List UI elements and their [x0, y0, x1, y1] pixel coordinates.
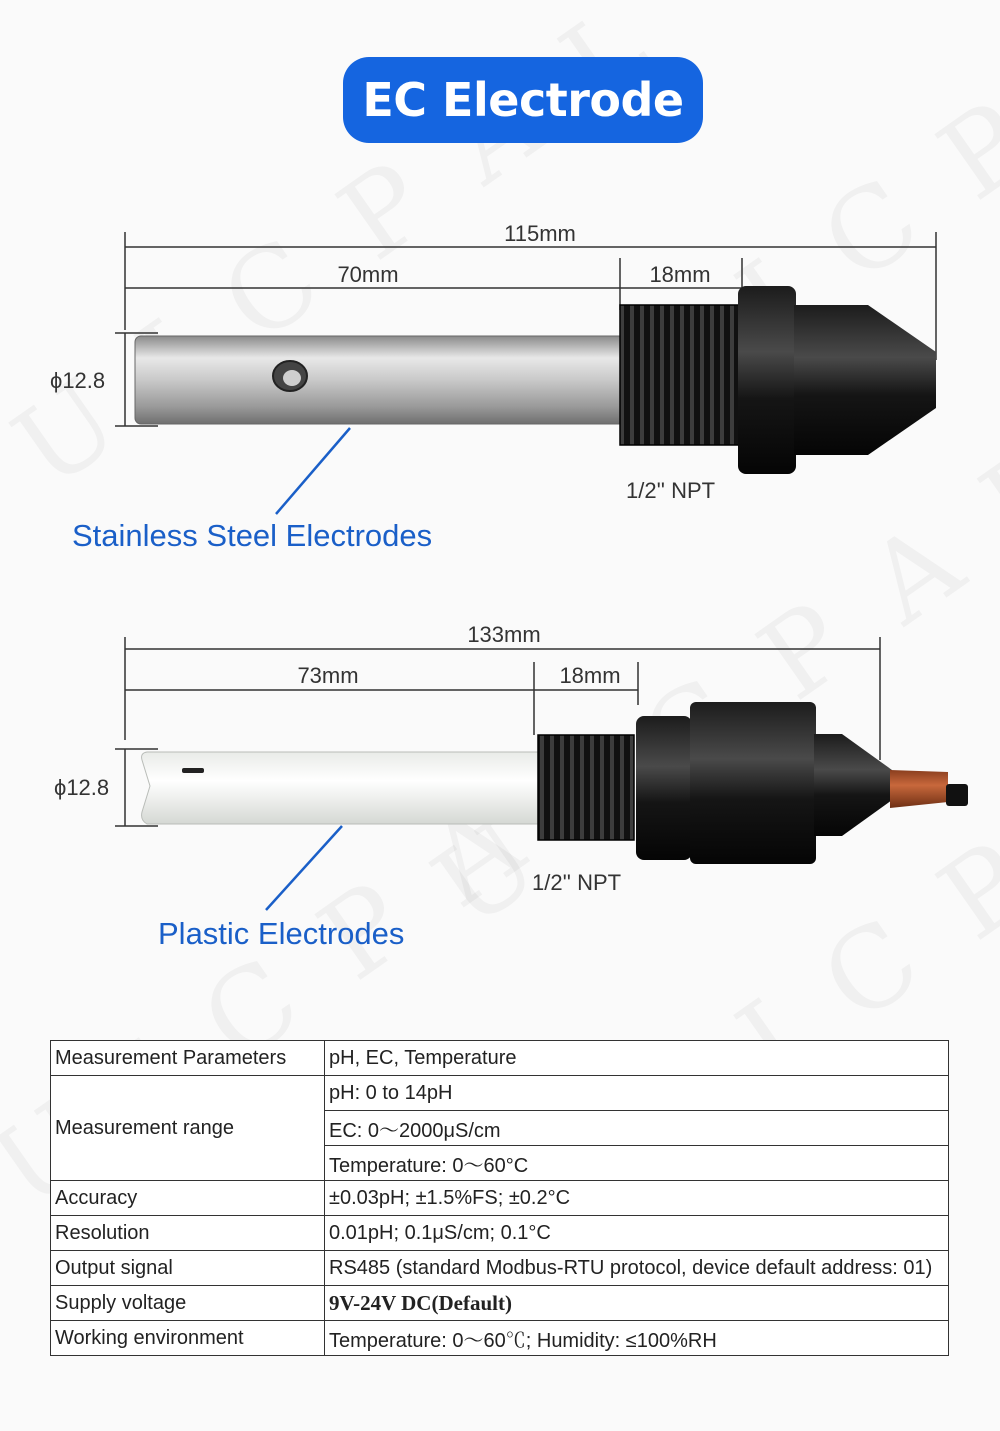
electrode-length-label: 73mm [297, 663, 359, 688]
tube-hole-inner [283, 370, 301, 386]
table-row [51, 1076, 949, 1111]
total-length-label: 115mm [504, 221, 576, 246]
page-title: EC Electrode [362, 73, 684, 127]
total-length-label: 133mm [467, 622, 541, 647]
table-row [51, 1041, 949, 1076]
thread-length-label: 18mm [559, 663, 621, 688]
table-row [51, 1321, 949, 1356]
spec-value: RS485 (standard Modbus-RTU protocol, device default address: 01) [325, 1251, 949, 1286]
spec-value: 9V-24V DC(Default) [325, 1286, 949, 1321]
plastic-electrode-drawing [54, 622, 968, 910]
steel-tube [135, 336, 625, 424]
spec-label: Accuracy [51, 1181, 325, 1216]
table-row [51, 1216, 949, 1251]
stainless-electrode-drawing [50, 221, 936, 514]
npt-thread [538, 735, 634, 840]
stainless-caption: Stainless Steel Electrodes [72, 518, 433, 553]
spec-label: Measurement range [51, 1076, 325, 1181]
hex-body [690, 702, 816, 864]
electrode-length-label: 70mm [337, 262, 399, 287]
diameter-label: ϕ12.8 [54, 775, 110, 800]
spec-value: 0.01pH; 0.1μS/cm; 0.1°C [325, 1216, 949, 1251]
spec-label: Resolution [51, 1216, 325, 1251]
spec-value: pH: 0 to 14pH [325, 1076, 949, 1111]
caption-leader-line [276, 428, 350, 514]
thread-spec-label: 1/2'' NPT [626, 478, 716, 503]
lock-nut [636, 716, 692, 860]
table-row [51, 1251, 949, 1286]
hex-nut [738, 286, 796, 474]
npt-thread [620, 305, 740, 445]
plastic-tube [142, 752, 545, 824]
spec-value: ±0.03pH; ±1.5%FS; ±0.2°C [325, 1181, 949, 1216]
thread-length-label: 18mm [649, 262, 711, 287]
cable-end [946, 784, 968, 806]
cone-cap [794, 305, 936, 455]
spec-label: Measurement Parameters [51, 1041, 325, 1076]
table-row [51, 1286, 949, 1321]
spec-value: EC: 0～2000μS/cm [325, 1111, 949, 1146]
spec-table [50, 1040, 949, 1356]
tube-slot [182, 768, 204, 773]
spec-label: Output signal [51, 1251, 325, 1286]
thread-spec-label: 1/2'' NPT [532, 870, 622, 895]
spec-label: Working environment [51, 1321, 325, 1356]
diameter-label: ϕ12.8 [50, 368, 106, 393]
plastic-caption: Plastic Electrodes [158, 916, 405, 951]
cable-tip [890, 770, 948, 808]
table-row [51, 1181, 949, 1216]
spec-value: Temperature: 0～60°C [325, 1146, 949, 1181]
caption-leader-line [266, 826, 342, 910]
spec-label: Supply voltage [51, 1286, 325, 1321]
spec-value: pH, EC, Temperature [325, 1041, 949, 1076]
spec-value: Temperature: 0～60℃; Humidity: ≤100%RH [325, 1321, 949, 1356]
